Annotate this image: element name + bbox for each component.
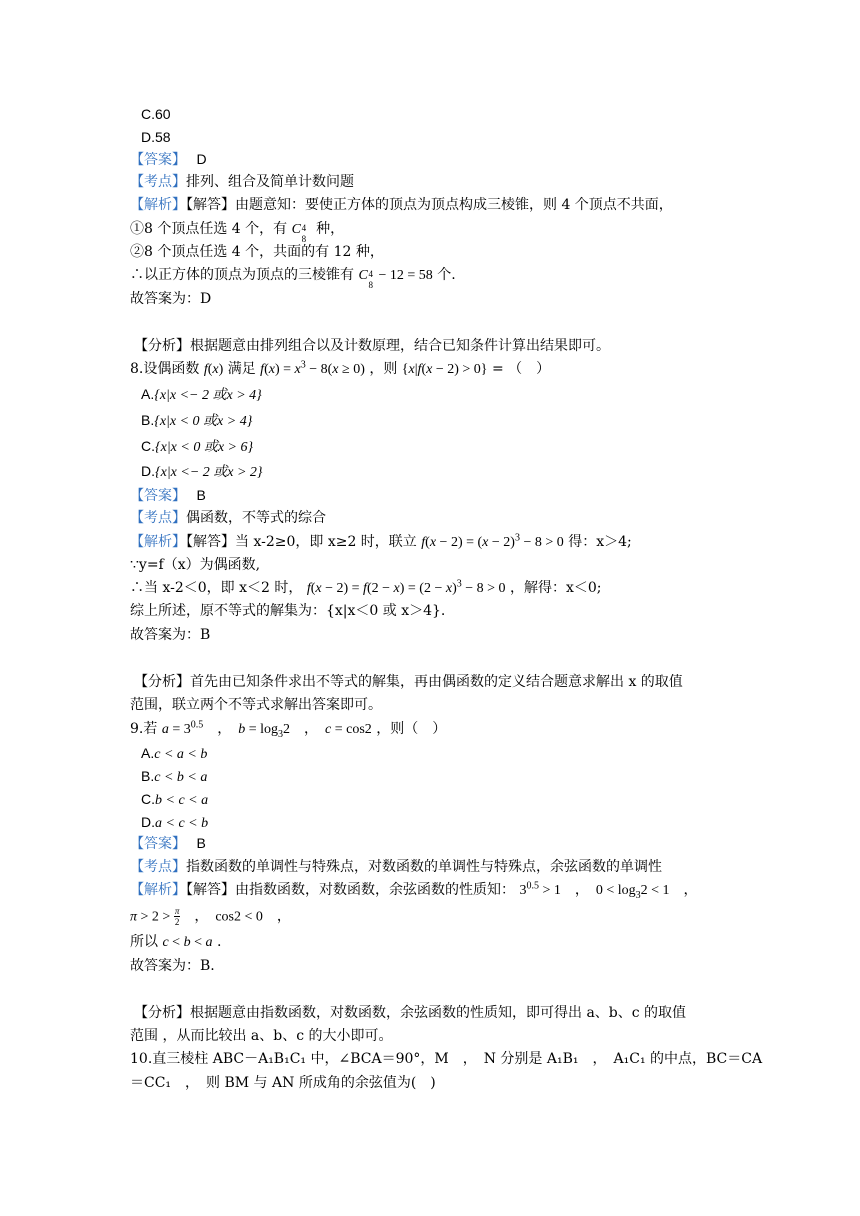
jieda-text: 【解答】由题意知：要使正方体的顶点为顶点构成三棱锥，则 4 个顶点不共面， [186, 197, 673, 213]
q9-line2: π > 2 > $\frac{\pi}{2}$ ， cos2 < 0 ， [130, 906, 291, 927]
q8-final: 故答案为：B [130, 627, 211, 643]
q8-option-a: A.{x|x <− 2 或x > 4} [141, 386, 262, 403]
q10-stem-line1: 10.直三棱柱 ABC－A₁B₁C₁ 中，∠BCA＝90°，M ， N 分别是 A₁B₁ ， A₁C₁ 的中点，BC＝CA [130, 1051, 763, 1067]
q9-final: 故答案为：B. [130, 958, 215, 974]
jiexi-tag: 【解析】 [130, 882, 186, 898]
answer-value: B [196, 487, 206, 503]
q8-line4: 综上所述，原不等式的解集为：{x|x＜0 或 x＞4}. [130, 603, 446, 619]
q9-jiexi-row: 【解析】【解答】由指数函数，对数函数，余弦函数的性质知： $3^{0.5} > 1$ ， $0 < \log_32 < 1$ ， [130, 880, 698, 901]
kaodian-text: 排列、组合及简单计数问题 [186, 174, 354, 190]
q10-stem-line2: ＝CC₁ ， 则 BM 与 AN 所成角的余弦值为( ) [130, 1075, 436, 1091]
q9-option-c: C.b < c < a [141, 791, 209, 808]
q8-fenxi-2: 范围，联立两个不等式求解出答案即可。 [130, 697, 382, 713]
q7-jiexi-row [130, 195, 673, 215]
q8-line2: ∵y=f（x）为偶函数, [130, 557, 261, 573]
q8-fenxi-1: 【分析】首先由已知条件求出不等式的解集，再由偶函数的定义结合题意求解出 x 的取值 [134, 674, 683, 690]
answer-value: D [196, 151, 207, 167]
q7-kaodian-row [130, 172, 354, 192]
q9-answer-row [130, 833, 206, 854]
answer-tag: 【答案】 [130, 152, 186, 168]
q8-option-b: B.{x|x < 0 或x > 4} [141, 412, 253, 429]
q9-stem: 9.若 $a = 3^{0.5}$ ， $b = \log_32$ ， c = cos2 ，则（ ） [130, 719, 447, 740]
q9-kaodian-row: 【考点】指数函数的单调性与特殊点，对数函数的单调性与特殊点，余弦函数的单调性 [130, 859, 662, 875]
q8-jiexi-row: 【解析】【解答】当 x-2≥0，即 x≥2 时，联立 $f(x - 2) = (x - 2)^3 - 8 > 0$ 得：x＞4; [130, 532, 632, 550]
q7-option-c: C.60 [141, 106, 171, 122]
circled-one-icon: ① [130, 221, 144, 237]
combination-c84: C 4 8 [358, 268, 373, 290]
q7-final: 故答案为：D [130, 291, 212, 307]
q8-answer-row [130, 485, 206, 506]
answer-value: B [196, 835, 206, 851]
q9-fenxi-1: 【分析】根据题意由指数函数，对数函数，余弦函数的性质知，即可得出 a、b、c 的取值 [134, 1005, 687, 1021]
combination-c84: C 4 8 [291, 222, 307, 244]
circled-two-icon: ② [130, 244, 144, 260]
q9-option-d: D.a < c < b [141, 814, 209, 831]
q8-line3: ∴当 x-2＜0，即 x＜2 时， $f(x - 2) = f(2 - x) = (2 - x)^3 - 8 > 0$ ，解得：x＜0; [130, 578, 602, 596]
q7-answer-row [130, 149, 207, 170]
q7-option-d: D.58 [141, 129, 171, 145]
q7-step1: ①8 个顶点任选 4 个，有 C 4 8 种， [130, 221, 345, 244]
q8-kaodian-row: 【考点】偶函数，不等式的综合 [130, 510, 326, 526]
jiexi-tag: 【解析】 [130, 197, 186, 213]
q9-option-b: B.c < b < a [141, 768, 208, 785]
kaodian-tag: 【考点】 [130, 859, 186, 875]
answer-tag: 【答案】 [130, 836, 186, 852]
q9-line3: 所以 c < b < a . [130, 934, 222, 950]
q7-fenxi: 【分析】根据题意由排列组合以及计数原理，结合已知条件计算出结果即可。 [134, 338, 610, 354]
kaodian-tag: 【考点】 [130, 510, 186, 526]
q9-option-a: A.c < a < b [141, 745, 208, 762]
q7-step2: ②8 个顶点任选 4 个，共面的有 12 种， [130, 244, 384, 260]
kaodian-tag: 【考点】 [130, 174, 186, 190]
q8-option-c: C.{x|x < 0 或x > 6} [141, 438, 254, 455]
q9-fenxi-2: 范围 ，从而比较出 a、b、c 的大小即可。 [130, 1028, 393, 1044]
q7-conclusion: ∴以正方体的顶点为顶点的三棱锥有 C 4 8 − 12 = 58 个. [130, 267, 456, 290]
pi-over-two: $\frac{\pi}{2}$ [174, 906, 180, 927]
q8-option-d: D.{x|x <− 2 或x > 2} [141, 463, 263, 480]
answer-tag: 【答案】 [130, 488, 186, 504]
q8-stem: 8.设偶函数 f(x) 满足 $f(x) = x^3 - 8(x \ge 0)$ ，则 {x|f(x − 2) > 0} = （ ） [130, 359, 551, 377]
jiexi-tag: 【解析】 [130, 534, 186, 550]
